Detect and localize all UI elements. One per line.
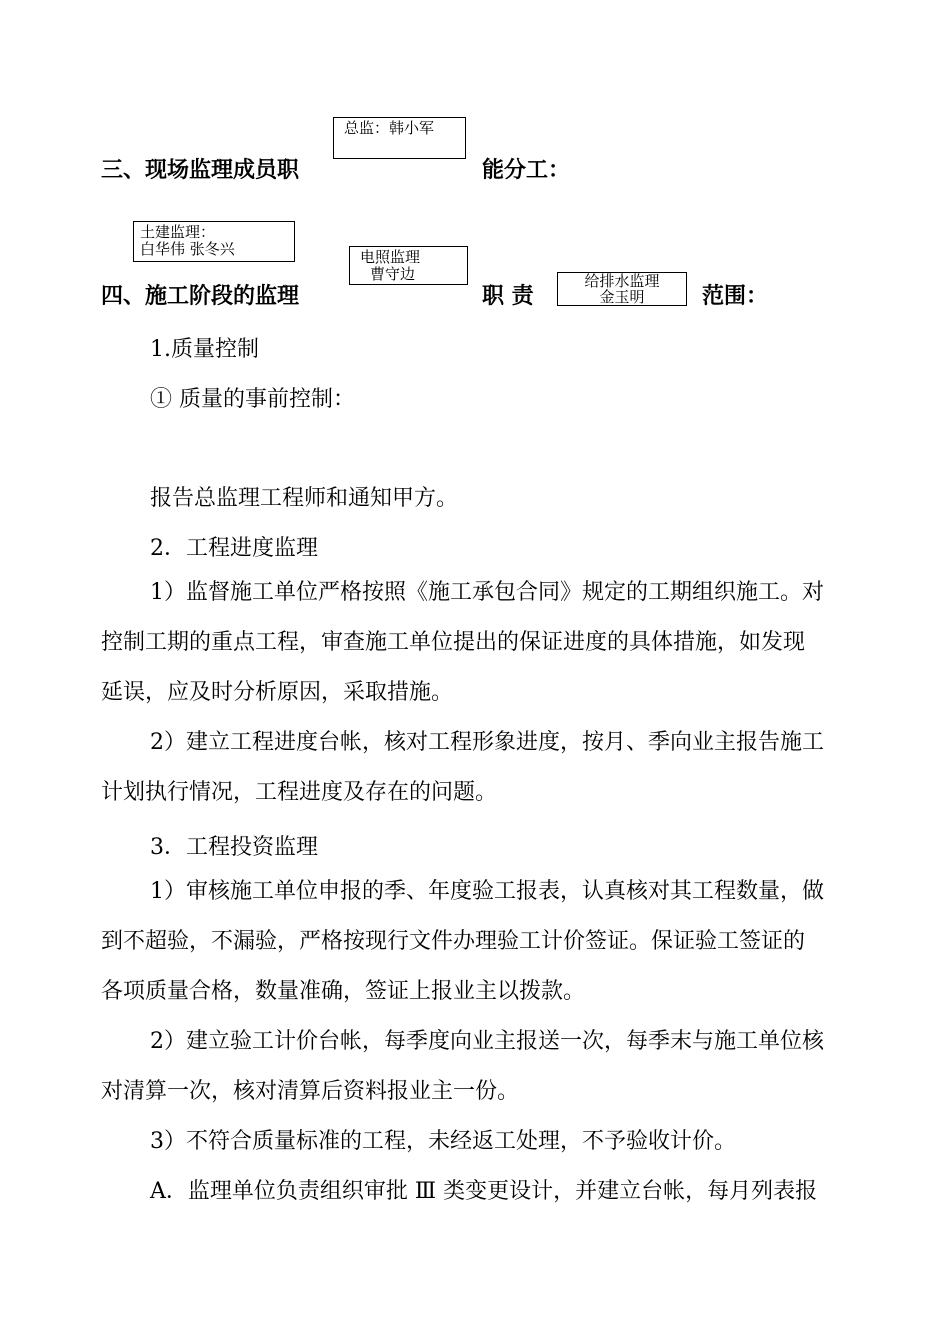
section-4-heading-left: 四、施工阶段的监理 [101, 284, 300, 309]
civil-supervisor-box [133, 221, 295, 262]
section-4-heading-right: 范围： [702, 284, 769, 309]
paragraph-line: 控制工期的重点工程，审查施工单位提出的保证进度的具体措施，如发现 [101, 630, 806, 655]
paragraph-line: A．监理单位负责组织审批 Ⅲ 类变更设计，并建立台帐，每月列表报 [150, 1179, 818, 1204]
electric-supervisor-box [349, 246, 468, 285]
paragraph-line: 对清算一次，核对清算后资料报业主一份。 [101, 1079, 520, 1104]
paragraph-line: 2）建立验工计价台帐，每季度向业主报送一次，每季末与施工单位核 [150, 1029, 824, 1054]
paragraph-line: 各项质量合格，数量准确，签证上报业主以拨款。 [101, 979, 586, 1004]
investment-paragraph-1 [101, 867, 891, 1017]
section-3-heading-right: 能分工： [482, 158, 571, 183]
pre-control-heading: ① 质量的事前控制： [150, 387, 355, 412]
report-line: 报告总监理工程师和通知甲方。 [150, 486, 459, 511]
investment-paragraph-3 [101, 1117, 891, 1167]
chief-supervisor-label: 总监：韩小军 [344, 119, 435, 137]
plumbing-supervisor-title: 给排水监理 [584, 272, 660, 290]
paragraph-line: 3）不符合质量标准的工程，未经返工处理，不予验收计价。 [150, 1129, 736, 1154]
civil-supervisor-title: 土建监理： [140, 223, 216, 241]
chief-supervisor-box [333, 117, 466, 159]
investment-paragraph-4 [101, 1167, 891, 1217]
paragraph-line: 1）审核施工单位申报的季、年度验工报表，认真核对其工程数量，做 [150, 879, 824, 904]
section-4-heading-mid: 职 责 [482, 284, 534, 309]
section-3-heading-left: 三、现场监理成员职 [101, 158, 300, 183]
electric-supervisor-title: 电照监理 [360, 248, 421, 266]
progress-paragraph-1 [101, 568, 891, 718]
quality-control-heading: 1.质量控制 [150, 337, 259, 362]
paragraph-line: 计划执行情况，工程进度及存在的问题。 [101, 780, 498, 805]
paragraph-line: 1）监督施工单位严格按照《施工承包合同》规定的工期组织施工。对 [150, 580, 824, 605]
paragraph-line: 到不超验，不漏验，严格按现行文件办理验工计价签证。保证验工签证的 [101, 929, 806, 954]
paragraph-line: 延误，应及时分析原因，采取措施。 [101, 680, 454, 705]
investment-heading: 3．工程投资监理 [150, 835, 318, 860]
progress-paragraph-2 [101, 718, 891, 818]
plumbing-supervisor-name: 金玉明 [599, 288, 645, 306]
investment-paragraph-2 [101, 1017, 891, 1117]
paragraph-line: 2）建立工程进度台帐，核对工程形象进度，按月、季向业主报告施工 [150, 730, 824, 755]
electric-supervisor-name: 曹守边 [370, 265, 416, 283]
plumbing-supervisor-box [557, 272, 687, 306]
civil-supervisor-names: 白华伟 张冬兴 [140, 240, 235, 258]
progress-heading: 2．工程进度监理 [150, 536, 318, 561]
